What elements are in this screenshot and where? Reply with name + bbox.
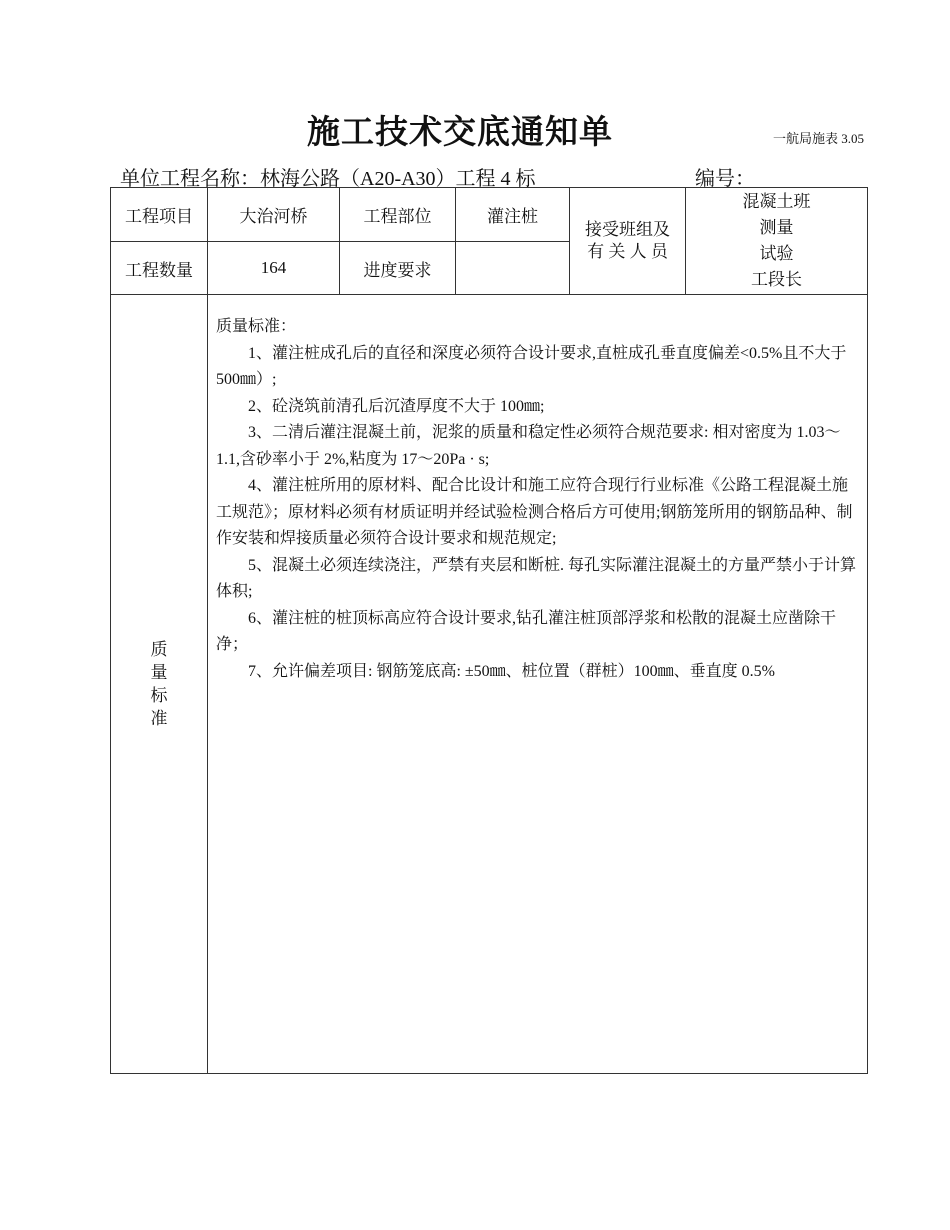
project-part-value: 灌注桩	[456, 188, 570, 242]
quantity-value: 164	[208, 242, 340, 295]
receivers-label	[570, 188, 686, 295]
notice-table	[110, 187, 868, 1074]
project-item-value: 大治河桥	[208, 188, 340, 242]
quality-item: 5、混凝土必须连续浇注，严禁有夹层和断桩. 每孔实际灌注混凝土的方量严禁小于计算体积;	[216, 556, 857, 600]
receivers-label-line1: 接受班组及	[585, 220, 670, 239]
section-label-char: 标	[150, 686, 168, 705]
quality-item: 7、允许偏差项目: 钢筋笼底高: ±50㎜、桩位置（群桩）100㎜、垂直度 0.5%	[248, 662, 776, 680]
page-title: 施工技术交底通知单	[307, 112, 613, 151]
quality-item: 4、灌注桩所用的原材料、配合比设计和施工应符合现行行业标准《公路工程混凝土施工规范》；原材料必须有材质证明并经试验检测合格后方可使用;钢筋笼所用的钢筋品种、制作安装和焊接质量必须符合设计要求和规范规定;	[216, 477, 853, 547]
receivers-label-line2: 有 关 人 员	[587, 242, 668, 261]
quality-content	[208, 295, 868, 1074]
quality-item: 6、灌注桩的桩顶标高应符合设计要求,钻孔灌注桩顶部浮浆和松散的混凝土应凿除干净；	[216, 609, 837, 653]
project-part-label: 工程部位	[340, 188, 456, 242]
project-item-label: 工程项目	[111, 188, 208, 242]
progress-label: 进度要求	[340, 242, 456, 295]
section-label-char: 准	[150, 709, 168, 728]
unit-name: 单位工程名称：林海公路（A20-A30）工程 4 标	[120, 168, 536, 190]
quality-heading: 质量标准：	[216, 318, 297, 335]
receiver-item: 混凝土班	[742, 192, 811, 211]
quantity-label: 工程数量	[111, 242, 208, 295]
receiver-item: 工段长	[751, 270, 802, 289]
quality-item: 2、砼浇筑前清孔后沉渣厚度不大于 100㎜;	[248, 397, 545, 415]
quality-section-label	[111, 295, 208, 1074]
quality-item: 1、灌注桩成孔后的直径和深度必须符合设计要求,直桩成孔垂直度偏差<0.5%且不大于 500㎜）;	[216, 344, 847, 388]
receivers-list	[686, 188, 868, 295]
receiver-item: 测量	[759, 218, 794, 237]
serial-number-label: 编号：	[695, 168, 755, 190]
progress-value	[456, 242, 570, 295]
form-code: 一航局施表 3.05	[772, 131, 864, 146]
section-label-char: 量	[150, 663, 168, 682]
section-label-char: 质	[150, 640, 168, 659]
receiver-item: 试验	[759, 244, 794, 263]
quality-item: 3、二清后灌注混凝土前，泥浆的质量和稳定性必须符合规范要求: 相对密度为 1.03～1.1,含砂率小于 2%,粘度为 17～20Pa · s;	[216, 424, 841, 468]
